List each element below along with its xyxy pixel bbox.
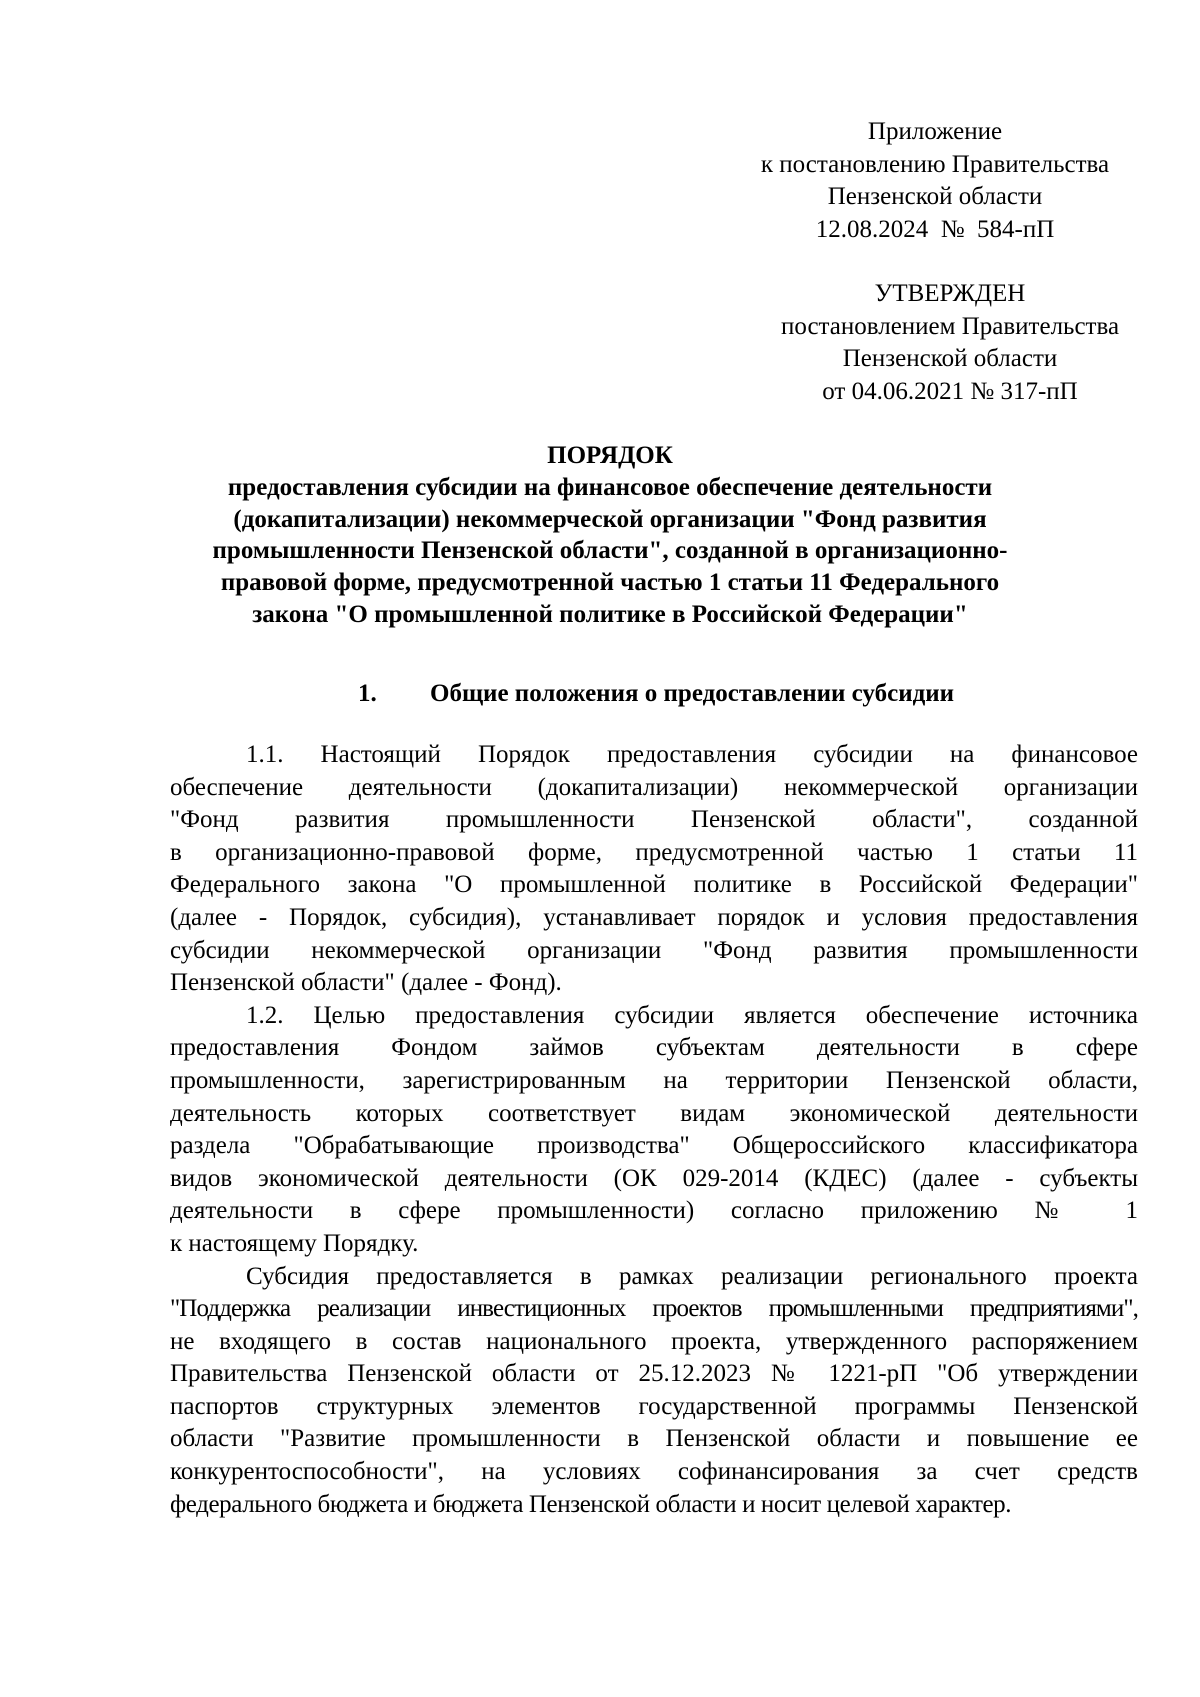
paragraph-line: Пензенской области" (далее - Фонд).: [170, 969, 562, 997]
section-title: Общие положения о предоставлении субсидии: [430, 680, 955, 707]
title-heading: ПОРЯДОК: [547, 442, 673, 469]
paragraph-line: Правительства Пензенской области от 25.12.2023 № 1221-рП "Об утверждении: [170, 1360, 1138, 1388]
paragraph-line: субсидии некоммерческой организации "Фонд развития промышленности: [170, 936, 1138, 964]
paragraph-line: предоставления Фондом займов субъектам деятельности в сфере: [170, 1034, 1138, 1062]
approved-line: Пензенской области: [842, 345, 1058, 372]
paragraph-line: деятельности в сфере промышленности) согласно приложению № 1: [170, 1197, 1138, 1225]
title-subtitle-line: предоставления субсидии на финансовое обеспечение деятельности: [227, 473, 993, 501]
paragraph-line: 1.1. Настоящий Порядок предоставления субсидии на финансовое: [246, 741, 1138, 768]
approved-line: УТВЕРЖДЕН: [874, 280, 1026, 307]
document-title: [150, 440, 1070, 631]
appendix-line: к постановлению Правительства: [760, 150, 1110, 178]
paragraph-line: паспортов структурных элементов государственной программы Пензенской: [170, 1392, 1138, 1420]
paragraph-line: раздела "Обрабатывающие производства" Общероссийского классификатора: [170, 1132, 1138, 1160]
paragraph-line: (далее - Порядок, субсидия), устанавливает порядок и условия предоставления: [170, 903, 1138, 931]
paragraph-line: области "Развитие промышленности в Пензенской области и повышение ее: [170, 1425, 1138, 1453]
title-subtitle-line: закона "О промышленной политике в Российской Федерации": [252, 600, 968, 628]
paragraph-line: Субсидия предоставляется в рамках реализации регионального проекта: [246, 1262, 1138, 1290]
paragraph-line: обеспечение деятельности (докапитализации) некоммерческой организации: [170, 773, 1138, 801]
paragraph-line: конкурентоспособности", на условиях софинансирования за счет средств: [170, 1458, 1138, 1486]
title-subtitle-line: (докапитализации) некоммерческой организации "Фонд развития: [233, 505, 987, 533]
title-subtitle-line: промышленности Пензенской области", созданной в организационно-: [212, 537, 1008, 565]
paragraph-line: промышленности, зарегистрированным на территории Пензенской области,: [170, 1066, 1138, 1094]
paragraph-line: федерального бюджета и бюджета Пензенской области и носит целевой характер.: [170, 1490, 1012, 1518]
title-subtitle-line: правовой форме, предусмотренной частью 1 статьи 11 Федерального: [220, 569, 1000, 597]
paragraph-line: в организационно-правовой форме, предусмотренной частью 1 статьи 11: [170, 838, 1138, 866]
paragraph-line: 1.2. Целью предоставления субсидии является обеспечение источника: [246, 1001, 1138, 1029]
approved-block: [720, 278, 1180, 408]
section-number: 1.: [358, 680, 377, 707]
paragraph-line: "Поддержка реализации инвестиционных проектов промышленными предприятиями",: [170, 1295, 1138, 1323]
appendix-line: 12.08.2024 № 584-пП: [815, 215, 1055, 243]
section-heading: [358, 678, 954, 710]
approved-line: от 04.06.2021 № 317-пП: [822, 377, 1078, 405]
paragraph-line: видов экономической деятельности (ОК 029-2014 (КДЕС) (далее - субъекты: [170, 1164, 1138, 1192]
paragraph-line: "Фонд развития промышленности Пензенской области", созданной: [170, 806, 1138, 834]
paragraph-line: к настоящему Порядку.: [170, 1229, 419, 1257]
appendix-block: [700, 116, 1170, 246]
document-body: [170, 739, 1138, 1521]
appendix-line: Приложение: [867, 118, 1003, 145]
appendix-line: Пензенской области: [827, 183, 1043, 210]
paragraph-line: не входящего в состав национального проекта, утвержденного распоряжением: [170, 1327, 1138, 1355]
approved-line: постановлением Правительства: [780, 312, 1120, 340]
paragraph-line: деятельность которых соответствует видам экономической деятельности: [170, 1099, 1138, 1127]
paragraph-line: Федерального закона "О промышленной политике в Российской Федерации": [170, 871, 1138, 899]
